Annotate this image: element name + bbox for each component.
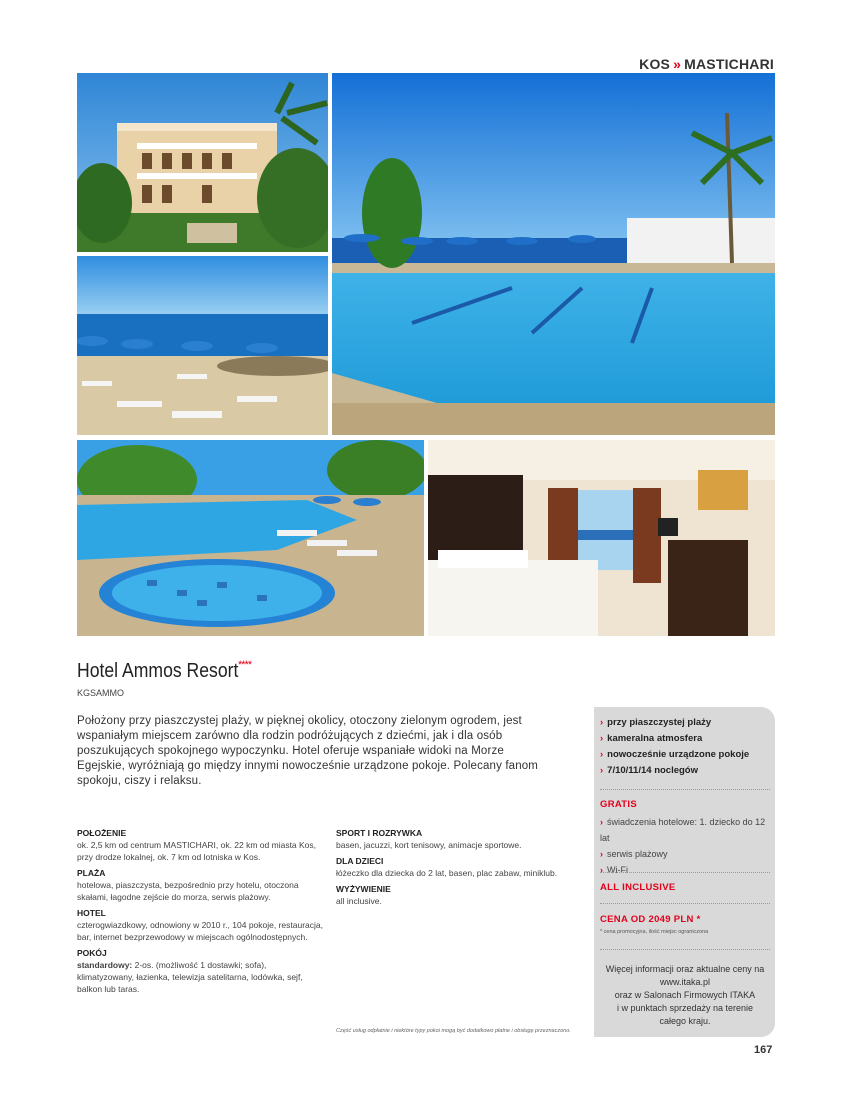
- page-number: 167: [754, 1044, 773, 1056]
- chevron-right-icon: ›: [600, 717, 604, 728]
- details-left-column: [77, 823, 323, 995]
- gratis-label: świadczenia hotelowe: 1. dziecko do 12 lat: [600, 817, 766, 843]
- info-text: [600, 963, 770, 1028]
- features-list: [600, 715, 749, 779]
- beach-heading: PLAŻA: [77, 868, 106, 878]
- feature-label: nowocześnie urządzone pokoje: [607, 749, 750, 760]
- chevron-right-icon: ›: [600, 817, 603, 827]
- feature-label: 7/10/11/14 noclegów: [607, 765, 698, 776]
- sport-text: basen, jacuzzi, kort tenisowy, animacje sportowe.: [336, 840, 522, 850]
- gratis-item: [600, 846, 775, 862]
- breadcrumb-place: MASTICHARI: [684, 56, 774, 72]
- kids-heading: DLA DZIECI: [336, 856, 384, 866]
- gratis-heading: GRATIS: [600, 799, 637, 810]
- room-description: 2-os. (możliwość 1 dostawki; sofa), klimatyzowany, łazienka, telewizja satelitarna, lodówka, sejf, balkon lub taras.: [77, 960, 303, 994]
- hotel-code: KGSAMMO: [77, 688, 125, 698]
- feature-item: [600, 715, 749, 731]
- board-heading: WYŻYWIENIE: [336, 884, 391, 894]
- room-type-label: standardowy:: [77, 960, 133, 970]
- hotel-text: czterogwiazdkowy, odnowiony w 2010 r., 104 pokoje, restauracja, bar, internet bezprzewodowy w miejscach ogólnodostępnych.: [77, 920, 324, 942]
- details-right-column: [336, 823, 576, 907]
- breadcrumb: [560, 56, 774, 72]
- gratis-item: [600, 862, 775, 878]
- website-link[interactable]: www.itaka.pl: [659, 977, 711, 987]
- chevron-right-icon: ›: [600, 849, 603, 859]
- hotel-building-photo: [77, 73, 328, 252]
- feature-label: kameralna atmosfera: [607, 733, 703, 744]
- info-line: całego kraju.: [659, 1016, 711, 1026]
- info-line: oraz w Salonach Firmowych ITAKA: [614, 990, 756, 1000]
- chevron-right-icon: ›: [600, 733, 604, 744]
- location-text: ok. 2,5 km od centrum MASTICHARI, ok. 22 km od miasta Kos, przy drodze lokalnej, ok. 7 km od lotniska w Kos.: [77, 840, 317, 862]
- feature-item: [600, 747, 749, 763]
- beach-text: hotelowa, piaszczysta, bezpośrednio przy hotelu, otoczona skałami, łagodne zejście do morza, serwis plażowy.: [77, 880, 299, 902]
- pool-sea-view-photo: [332, 73, 775, 435]
- kids-text: łóżeczko dla dziecka do 2 lat, basen, plac zabaw, miniklub.: [336, 868, 558, 878]
- divider: [600, 949, 770, 950]
- feature-label: przy piaszczystej plaży: [607, 717, 712, 728]
- gratis-list: [600, 814, 775, 878]
- hotel-room-photo: [428, 440, 775, 636]
- chevron-right-icon: ›: [600, 765, 604, 776]
- info-line: i w punktach sprzedaży na terenie: [616, 1003, 754, 1013]
- sport-heading: SPORT I ROZRYWKA: [336, 828, 423, 838]
- price-note: * cena promocyjna, ilość miejsc ograniczona: [600, 929, 709, 935]
- feature-item: [600, 731, 749, 747]
- hotel-heading: HOTEL: [77, 908, 106, 918]
- feature-item: [600, 763, 749, 779]
- hotel-description: Położony przy piaszczystej plaży, w pięknej okolicy, otoczony zielonym ogrodem, jest wspaniałym miejscem zarówno dla rodzin podróżujących z dziećmi, jak i dla osób poszukujących spokojnego wypoczynku. Hotel oferuje wspaniałe widoki na Morze Egejskie, wyróżniają go między innymi nowocześnie urządzone pokoje. Polecany fanom spokoju, ciszy i relaksu.: [77, 715, 539, 787]
- location-heading: POŁOŻENIE: [77, 828, 127, 838]
- pool-area-photo: [77, 440, 424, 636]
- chevron-right-icon: ›: [600, 749, 604, 760]
- star-rating: ****: [238, 659, 252, 671]
- board-text: all inclusive.: [336, 896, 382, 906]
- hotel-title: Hotel Ammos Resort: [77, 660, 239, 682]
- info-line: Więcej informacji oraz aktualne ceny na: [605, 964, 765, 974]
- divider: [600, 903, 770, 904]
- chevron-right-icon: ›: [600, 865, 603, 875]
- breadcrumb-region: KOS: [639, 56, 671, 72]
- gratis-label: serwis plażowy: [607, 849, 668, 859]
- breadcrumb-separator: »: [673, 56, 682, 72]
- divider: [600, 789, 770, 790]
- room-text: [77, 959, 323, 995]
- board-type: ALL INCLUSIVE: [600, 882, 676, 893]
- gratis-label: Wi-Fi: [607, 865, 628, 875]
- offer-sidebar: [594, 707, 775, 1037]
- gratis-item: [600, 814, 775, 846]
- divider: [600, 872, 770, 873]
- footnote: Część usług odpłatnie i niektóre typy pokoi mogą być dodatkowo płatne i obsługę przeznaczono.: [336, 1028, 571, 1034]
- price: CENA OD 2049 PLN *: [600, 914, 701, 925]
- room-heading: POKÓJ: [77, 948, 107, 958]
- beach-umbrellas-photo: [77, 256, 328, 435]
